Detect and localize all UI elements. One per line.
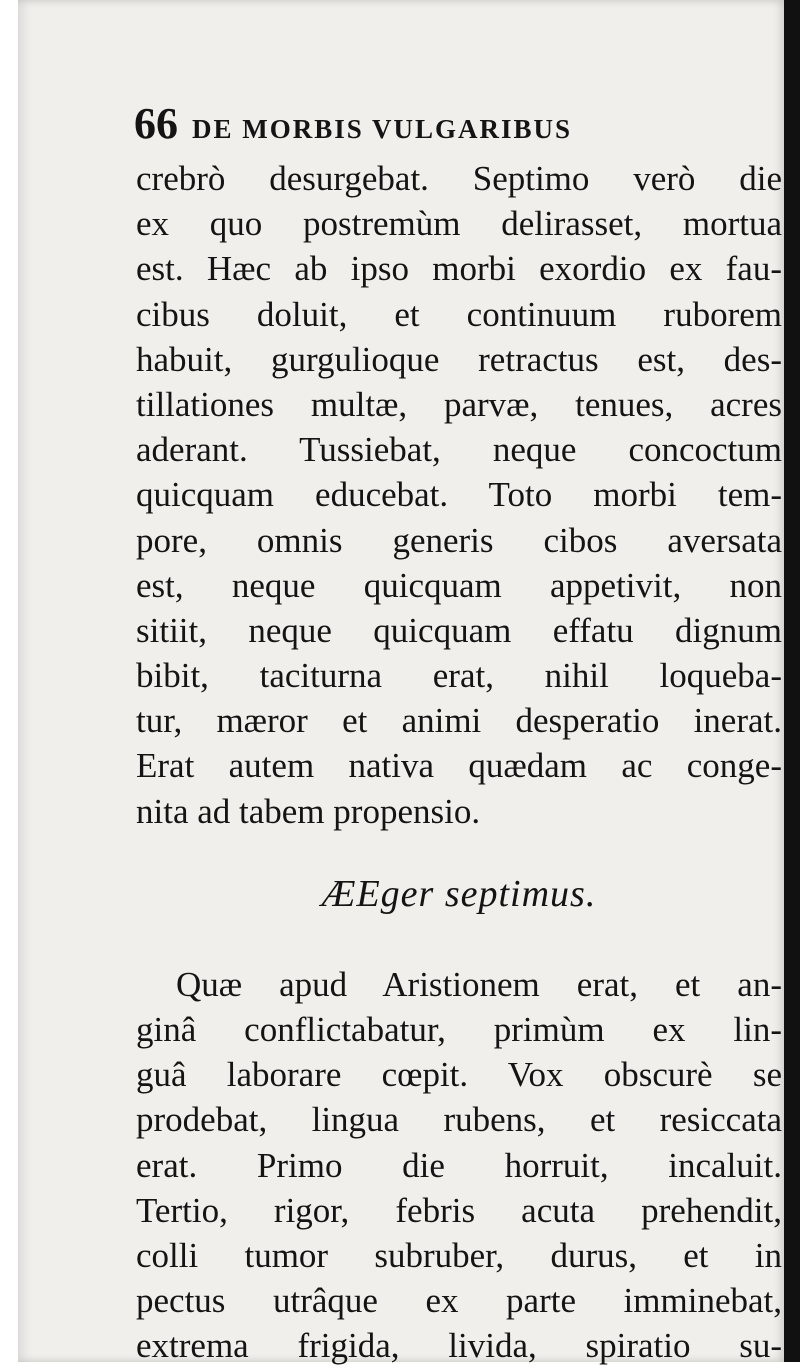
text-line: extrema frigida, livida, spiratio su- — [136, 1326, 782, 1366]
text-line: Tertio, rigor, febris acuta prehendit, — [136, 1190, 782, 1230]
book-page — [18, 0, 784, 1366]
text-line: est, neque quicquam appetivit, non — [136, 565, 782, 605]
text-line: Erat autem nativa quædam ac conge- — [136, 746, 782, 786]
text-line: Quæ apud Aristionem erat, et an- — [176, 964, 782, 1004]
section-heading: ÆEger septimus. — [321, 872, 597, 915]
text-line: bibit, taciturna erat, nihil loqueba- — [136, 656, 782, 696]
page-edge-shadow — [784, 0, 800, 1362]
text-line: pore, omnis generis cibos aversata — [136, 520, 782, 560]
text-line: tillationes multæ, parvæ, tenues, acres — [136, 384, 782, 424]
text-line: ginâ conflictabatur, primùm ex lin- — [136, 1010, 782, 1049]
text-line: ex quo postremùm delirasset, mortua — [136, 204, 782, 244]
text-line: aderant. Tussiebat, neque concoctum — [136, 430, 782, 470]
text-line: crebrò desurgebat. Septimo verò die — [136, 159, 782, 198]
text-line: quicquam educebat. Toto morbi tem- — [136, 475, 782, 515]
text-line: pectus utrâque ex parte imminebat, — [136, 1281, 782, 1321]
text-line: cibus doluit, et continuum ruborem — [136, 294, 782, 334]
text-line: est. Hæc ab ipso morbi exordio ex fau- — [136, 249, 782, 289]
text-line: colli tumor subruber, durus, et in — [136, 1235, 782, 1275]
running-head — [134, 98, 782, 156]
text-line: guâ laborare cœpit. Vox obscurè se — [136, 1055, 782, 1095]
text-line: tur, mæror et animi desperatio inerat. — [136, 701, 782, 741]
text-line: erat. Primo die horruit, incaluit. — [136, 1145, 782, 1185]
text-line: nita ad tabem propensio. — [136, 791, 481, 831]
page-text — [136, 98, 782, 1369]
paragraph-1 — [136, 156, 782, 834]
paragraph-2 — [136, 962, 782, 1369]
text-line: habuit, gurgulioque retractus est, des- — [136, 339, 782, 379]
running-title: DE MORBIS VULGARIBUS — [192, 114, 573, 144]
text-line: prodebat, lingua rubens, et resiccata — [136, 1100, 782, 1140]
text-line: sitiit, neque quicquam effatu dignum — [136, 610, 782, 650]
page-number: 66 — [134, 99, 178, 148]
